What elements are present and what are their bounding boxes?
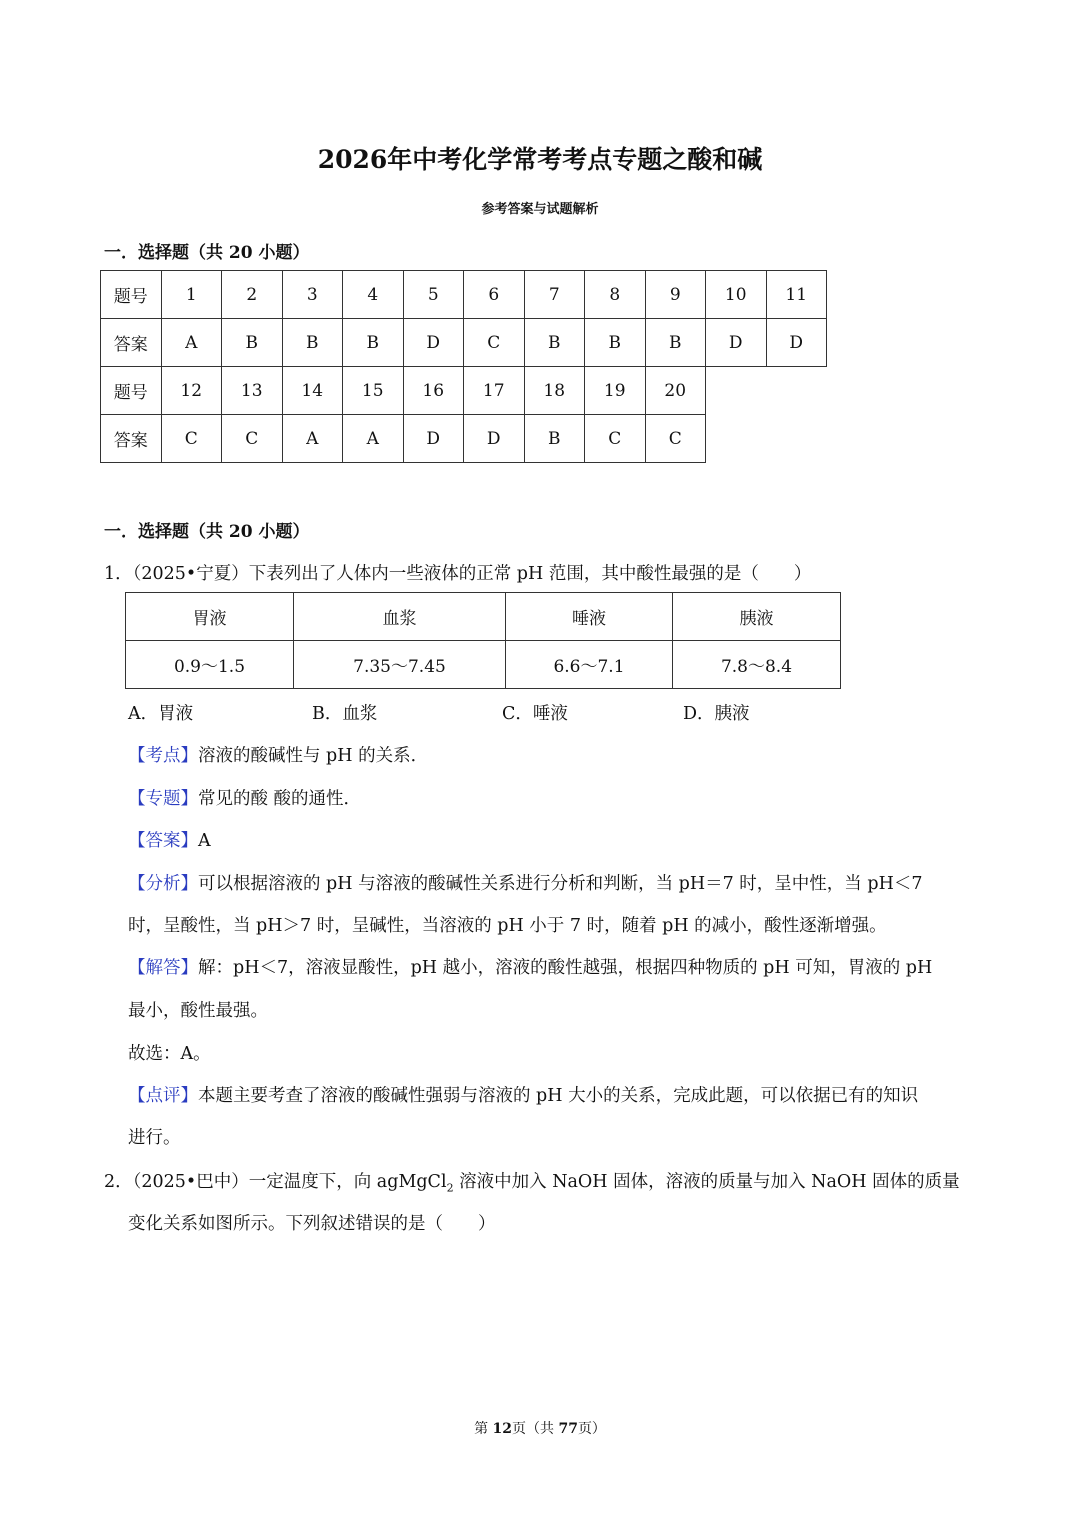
cell: 15 [343,367,404,415]
option-b: B．血浆 [312,704,378,724]
option-c: C．唾液 [502,704,568,724]
table-row [101,319,827,367]
zhuanti [128,785,361,810]
section-heading-2: 一．选择题（共 20 小题） [104,522,310,542]
cell: D [706,319,767,367]
cell: B [282,319,343,367]
cell: A [161,319,222,367]
jieda-label: 【解答】 [128,958,198,978]
header-cell: 胰液 [673,593,841,641]
kaodian-text: 溶液的酸碱性与 pH 的关系． [198,746,429,766]
table-row [101,367,827,415]
fenxi-line-2: 时，呈酸性，当 pH＞7 时，呈碱性，当溶液的 pH 小于 7 时，随着 pH 的减小，酸性逐渐增强。 [128,916,887,936]
cell: 3 [282,271,343,319]
dianping-line-2: 进行。 [128,1128,181,1148]
footer-mid: 页（共 [512,1421,559,1437]
q2-stem-a: 2．（2025•巴中）一定温度下，向 agMgCl [104,1172,447,1192]
cell: 14 [282,367,343,415]
table-row [101,415,827,463]
total-pages: 77 [558,1421,578,1437]
cell: 10 [706,271,767,319]
cell: 4 [343,271,404,319]
question-2-stem-line-2: 变化关系如图所示。下列叙述错误的是（ ） [128,1214,496,1234]
zhuanti-text: 常见的酸 酸的通性． [198,789,362,809]
daan-label: 【答案】 [128,831,198,851]
kaodian-label: 【考点】 [128,746,198,766]
cell: B [524,319,585,367]
fenxi-text: 可以根据溶液的 pH 与溶液的酸碱性关系进行分析和判断，当 pH＝7 时，呈中性，当 pH＜7 [198,874,923,894]
cell: D [464,415,525,463]
zhuanti-label: 【专题】 [128,789,198,809]
table-row [126,593,841,641]
empty-cell [706,367,767,415]
cell: 0.9～1.5 [126,641,294,689]
cell: 20 [645,367,706,415]
guxuan: 故选：A。 [128,1044,211,1064]
cell: B [524,415,585,463]
empty-cell [766,367,827,415]
row-label: 答案 [101,319,162,367]
dianping-text: 本题主要考查了溶液的酸碱性强弱与溶液的 pH 大小的关系，完成此题，可以依据已有的知识 [198,1086,919,1106]
cell: D [403,415,464,463]
q2-stem-b: 溶液中加入 NaOH 固体，溶液的质量与加入 NaOH 固体的质量 [453,1172,960,1192]
table-row [101,271,827,319]
table-row [126,641,841,689]
header-cell: 胃液 [126,593,294,641]
dianping [128,1082,918,1107]
cell: 16 [403,367,464,415]
page-subtitle: 参考答案与试题解析 [481,202,599,217]
cell: B [585,319,646,367]
row-label: 题号 [101,367,162,415]
header-cell: 血浆 [294,593,506,641]
answer-table [100,270,827,463]
cell: 8 [585,271,646,319]
cell: C [585,415,646,463]
page-title: 2026年中考化学常考考点专题之酸和碱 [317,145,763,174]
cell: 17 [464,367,525,415]
cell: C [222,415,283,463]
cell: B [645,319,706,367]
cell: A [343,415,404,463]
header-cell: 唾液 [506,593,673,641]
cell: B [222,319,283,367]
cell: 12 [161,367,222,415]
cell: C [464,319,525,367]
cell: D [403,319,464,367]
cell: 9 [645,271,706,319]
cell: 7.8～8.4 [673,641,841,689]
cell: 5 [403,271,464,319]
cell: 6 [464,271,525,319]
option-a: A．胃液 [128,704,194,724]
cell: B [343,319,404,367]
question-2-stem [104,1168,960,1195]
cell: 7 [524,271,585,319]
row-label: 答案 [101,415,162,463]
cell: 1 [161,271,222,319]
cell: 7.35～7.45 [294,641,506,689]
dianping-label: 【点评】 [128,1086,198,1106]
row-label: 题号 [101,271,162,319]
daan-text: A [198,831,211,851]
cell: D [766,319,827,367]
kaodian [128,742,428,767]
jieda [128,954,932,979]
q2-subscript: 2 [446,1181,454,1195]
jieda-line-2: 最小，酸性最强。 [128,1001,268,1021]
footer-prefix: 第 [474,1421,493,1437]
cell: C [161,415,222,463]
cell: 19 [585,367,646,415]
empty-cell [766,415,827,463]
cell: 13 [222,367,283,415]
cell: A [282,415,343,463]
daan [128,827,211,852]
cell: C [645,415,706,463]
footer-suffix: 页） [577,1421,606,1437]
cell: 2 [222,271,283,319]
cell: 6.6～7.1 [506,641,673,689]
fenxi [128,870,922,895]
question-1-stem: 1．（2025•宁夏）下表列出了人体内一些液体的正常 pH 范围，其中酸性最强的是（ ） [104,564,812,584]
page-number: 12 [492,1421,512,1437]
jieda-text: 解：pH＜7，溶液显酸性，pH 越小，溶液的酸性越强，根据四种物质的 pH 可知，胃液的 pH [198,958,933,978]
section-heading: 一．选择题（共 20 小题） [104,243,310,263]
page-footer [0,1418,1080,1438]
option-d: D．胰液 [683,704,750,724]
empty-cell [706,415,767,463]
ph-table [125,592,841,689]
cell: 11 [766,271,827,319]
fenxi-label: 【分析】 [128,874,198,894]
cell: 18 [524,367,585,415]
